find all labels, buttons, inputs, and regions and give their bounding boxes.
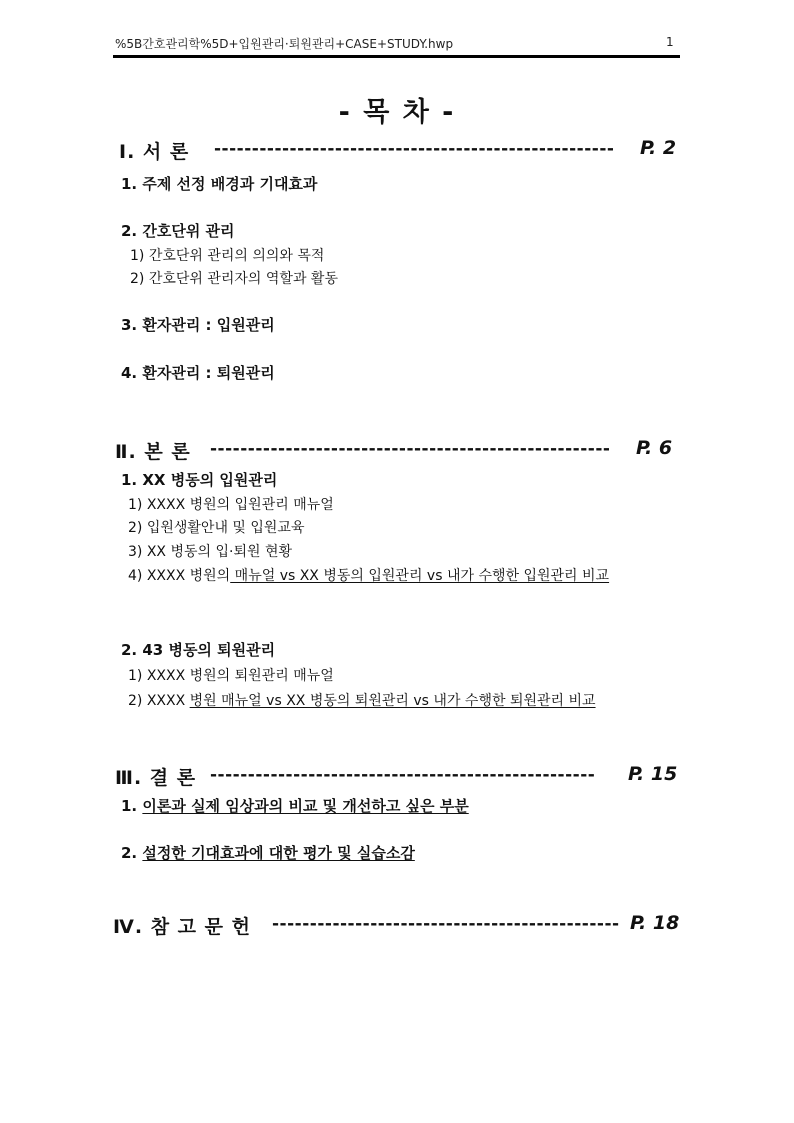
body-item-2: 2. 43 병동의 퇴원관리: [121, 641, 276, 659]
section-intro-leader: -----------------------------------------------------: [214, 139, 615, 159]
section-conclusion-page: P. 15: [628, 763, 678, 785]
conclusion-item-2-underlined: 설정한 기대효과에 대한 평가 및 실습소감: [142, 844, 415, 862]
section-conclusion-leader: ---------------------------------------------------: [210, 765, 596, 785]
section-intro-page: P. 2: [640, 137, 677, 159]
section-intro-heading: Ⅰ. 서 론: [119, 141, 190, 163]
toc-title: - 목 차 -: [338, 97, 456, 128]
section-body-leader: -----------------------------------------------------: [210, 439, 611, 459]
body-item-1-1: 1) XXXX 병원의 입원관리 매뉴얼: [128, 497, 334, 513]
intro-item-2: 2. 간호단위 관리: [121, 222, 235, 240]
body-item-1-2: 2) 입원생활안내 및 입원교육: [128, 520, 305, 536]
conclusion-item-2: [121, 842, 415, 863]
intro-item-3: 3. 환자관리 : 입원관리: [121, 316, 275, 334]
header-filename: %5B간호관리학%5D+입원관리·퇴원관리+CASE+STUDY.hwp: [115, 37, 454, 51]
section-references-page: P. 18: [630, 912, 680, 934]
body-item-1: 1. XX 병동의 입원관리: [121, 471, 278, 489]
body-item-1-4: [128, 565, 609, 585]
body-item-2-2: [128, 690, 596, 710]
conclusion-item-1-underlined: 이론과 실제 임상과의 비교 및 개선하고 싶은 부분: [142, 797, 469, 815]
intro-item-2-1: 1) 간호단위 관리의 의의와 목적: [130, 248, 325, 264]
body-item-1-3: 3) XX 병동의 입·퇴원 현황: [128, 544, 292, 560]
intro-item-1: 1. 주제 선정 배경과 기대효과: [121, 175, 318, 193]
intro-item-2-2: 2) 간호단위 관리자의 역할과 활동: [130, 271, 338, 287]
intro-item-4: 4. 환자관리 : 퇴원관리: [121, 364, 275, 382]
body-item-1-4-underlined: 매뉴얼 vs XX 병동의 입원관리 vs 내가 수행한 입원관리 비교: [230, 568, 610, 584]
section-references-leader: ----------------------------------------------: [272, 914, 620, 934]
header-rule: [113, 55, 680, 58]
body-item-2-2-prefix: 2) XXXX: [128, 693, 186, 709]
conclusion-item-1-prefix: 1.: [121, 797, 138, 815]
section-conclusion-heading: Ⅲ. 결 론: [115, 767, 197, 789]
header-page-number: 1: [666, 35, 674, 49]
conclusion-item-2-prefix: 2.: [121, 844, 138, 862]
section-body-page: P. 6: [636, 437, 673, 459]
section-references-heading: Ⅳ. 참 고 문 헌: [113, 916, 251, 938]
body-item-2-1: 1) XXXX 병원의 퇴원관리 매뉴얼: [128, 668, 334, 684]
section-body-heading: Ⅱ. 본 론: [115, 441, 191, 463]
body-item-2-2-underlined: 병원 매뉴얼 vs XX 병동의 퇴원관리 vs 내가 수행한 퇴원관리 비교: [189, 693, 596, 709]
body-item-1-4-prefix: 4) XXXX 병원의: [128, 568, 231, 584]
conclusion-item-1: [121, 795, 469, 816]
